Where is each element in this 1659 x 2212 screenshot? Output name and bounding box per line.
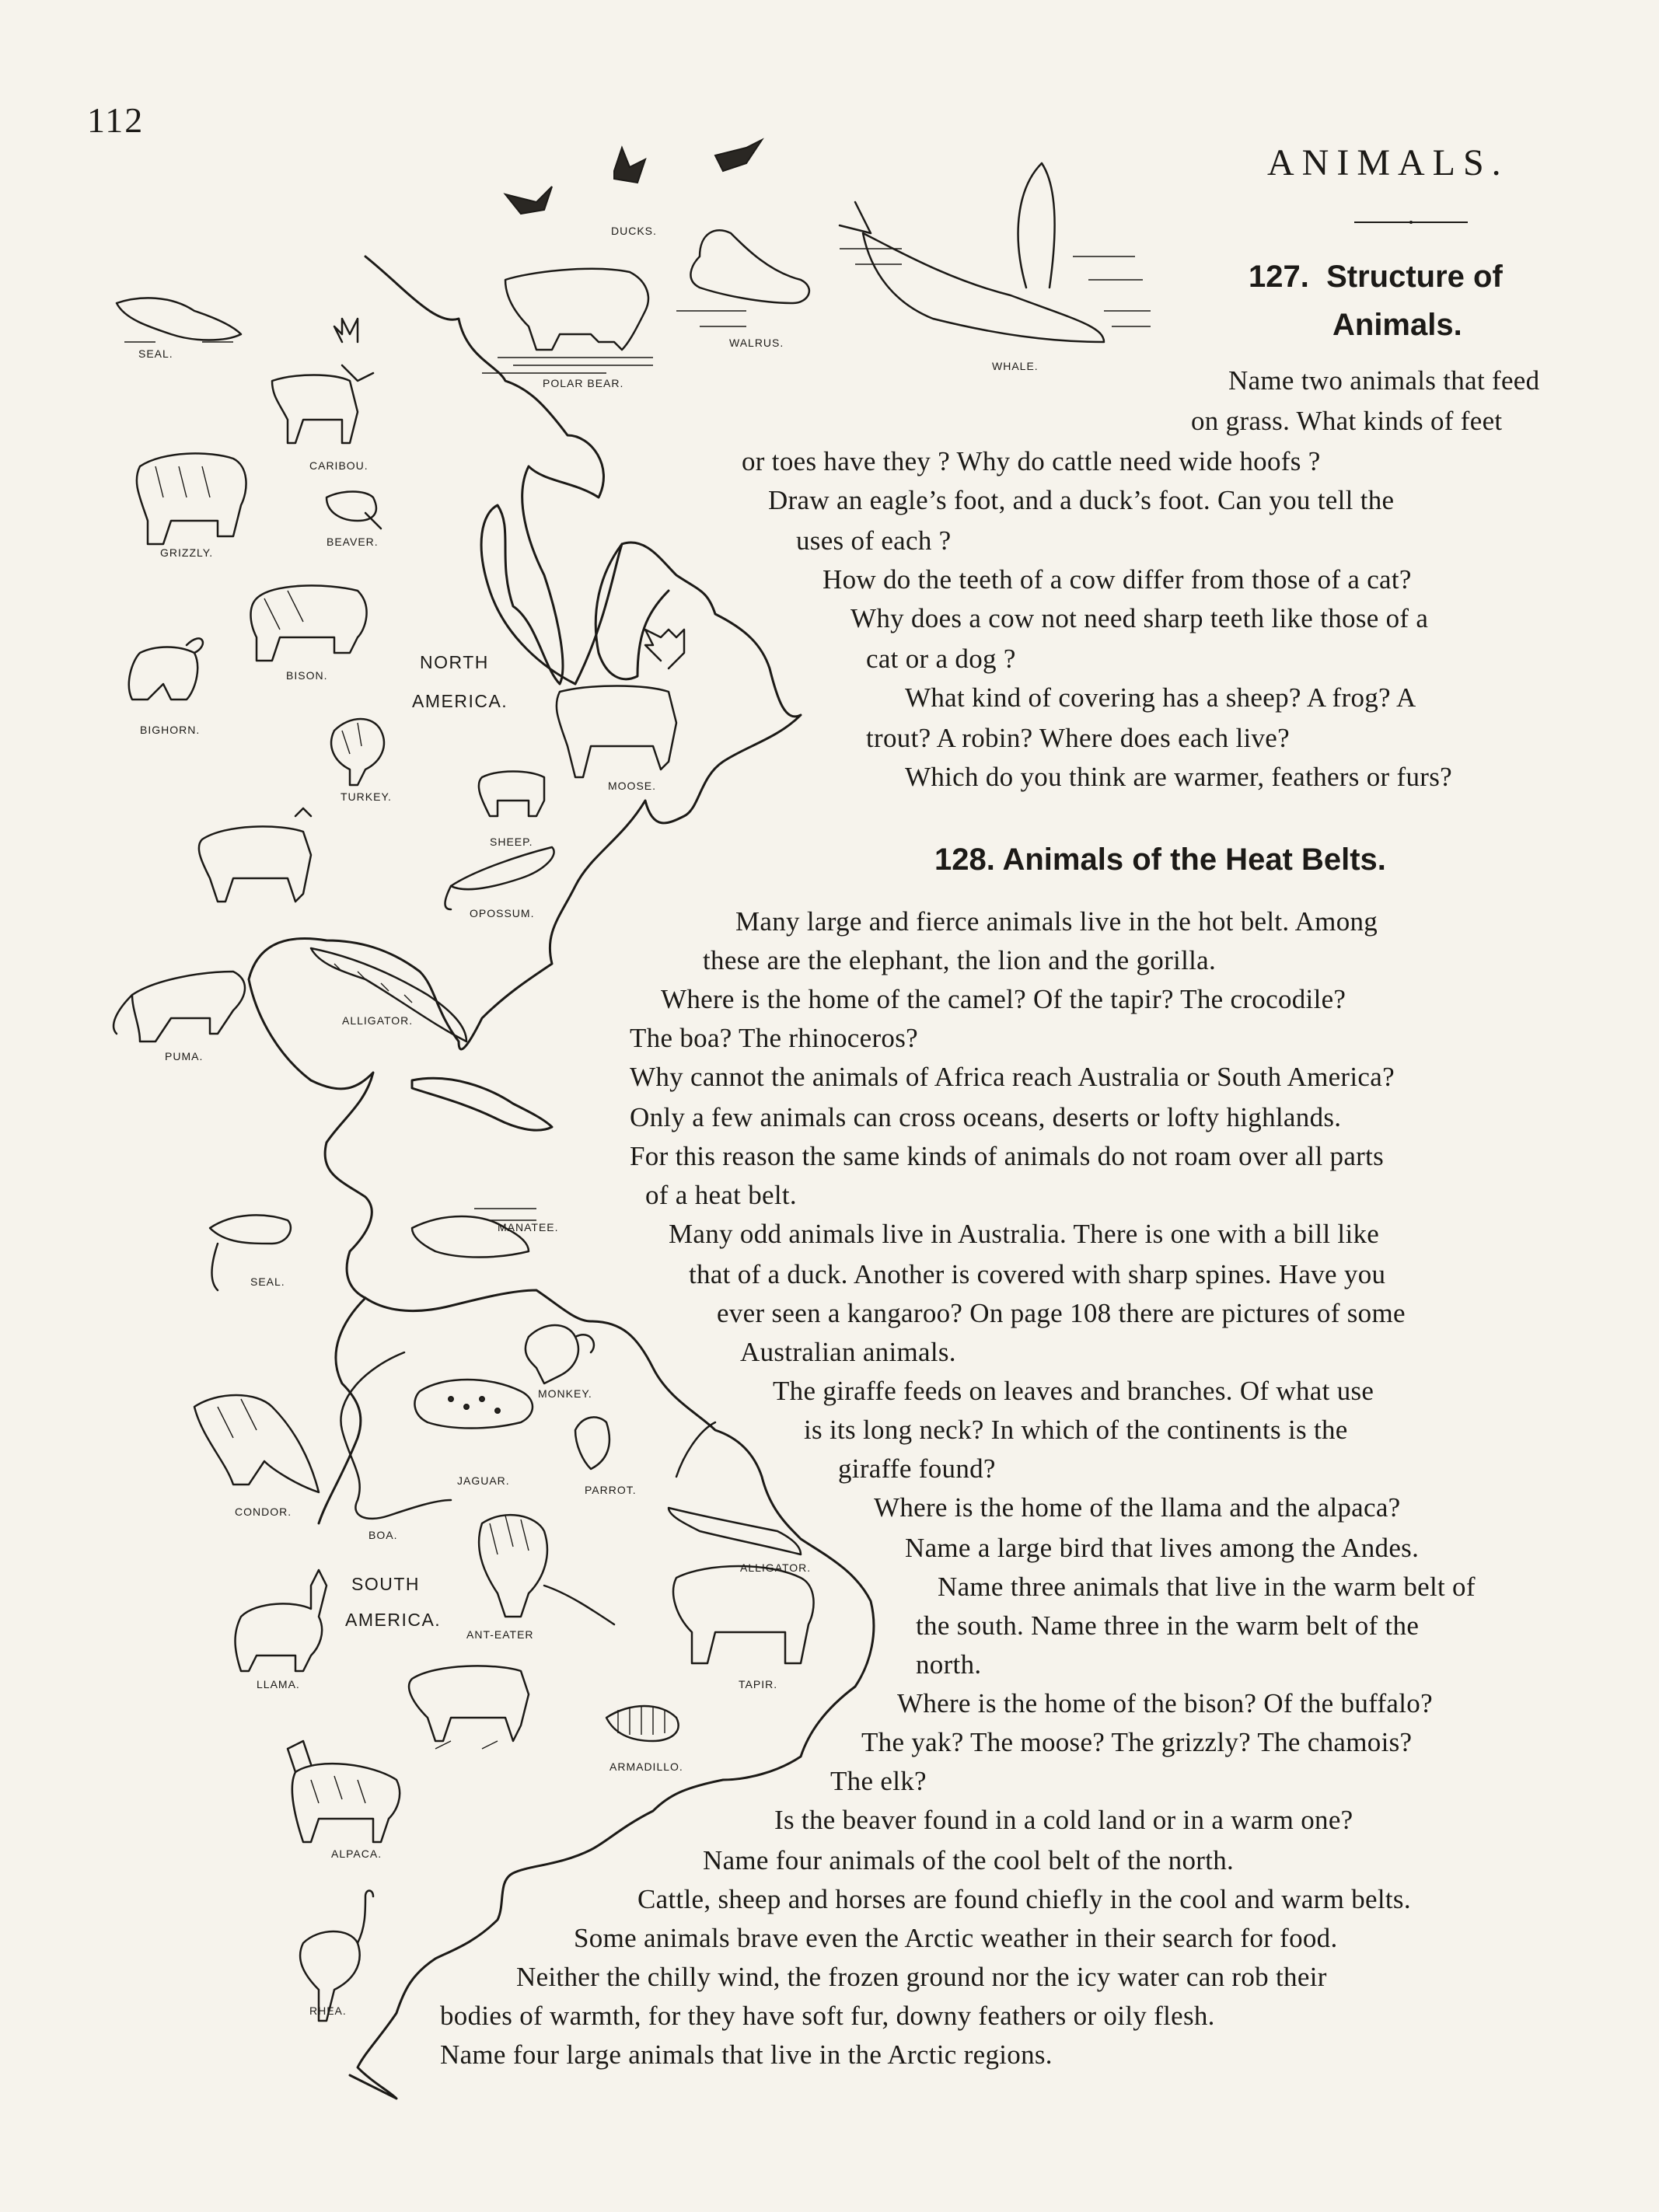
caribou-illustration bbox=[272, 319, 373, 472]
text-line: these are the elephant, the lion and the gorilla. bbox=[703, 945, 1217, 975]
label-llama: LLAMA. bbox=[257, 1678, 300, 1690]
text-line: Why does a cow not need sharp teeth like those of a bbox=[850, 603, 1429, 633]
ducks-illustration bbox=[505, 140, 762, 237]
label-bison: BISON. bbox=[286, 669, 328, 682]
label-america-south: AMERICA. bbox=[345, 1610, 442, 1630]
text-line: Some animals brave even the Arctic weather in their search for food. bbox=[574, 1923, 1338, 1953]
text-line: Name two animals that feed bbox=[1228, 365, 1540, 396]
label-north: NORTH bbox=[420, 652, 489, 672]
label-walrus: WALRUS. bbox=[729, 337, 784, 349]
text-line: Name a large bird that lives among the Andes. bbox=[905, 1533, 1420, 1563]
monkey-illustration bbox=[526, 1325, 594, 1400]
bighorn-illustration bbox=[129, 638, 203, 736]
alligator-south-illustration bbox=[669, 1422, 811, 1574]
label-sheep: SHEEP. bbox=[490, 836, 533, 848]
grizzly-illustration bbox=[137, 453, 246, 559]
walrus-illustration bbox=[676, 230, 809, 349]
manatee-illustration bbox=[412, 1209, 559, 1258]
text-line: Cattle, sheep and horses are found chiefly in the cool and warm belts. bbox=[637, 1884, 1411, 1914]
text-line: Which do you think are warmer, feathers or furs? bbox=[905, 762, 1452, 792]
text-line: Where is the home of the llama and the alpaca? bbox=[874, 1492, 1401, 1523]
alligator-north-illustration bbox=[311, 948, 466, 1041]
alpaca-illustration bbox=[288, 1741, 400, 1860]
label-seal-north: SEAL. bbox=[138, 347, 173, 360]
text-line: on grass. What kinds of feet bbox=[1191, 406, 1503, 436]
label-alligator-north: ALLIGATOR. bbox=[342, 1014, 414, 1027]
label-bighorn: BIGHORN. bbox=[140, 724, 201, 736]
boa-illustration bbox=[341, 1352, 451, 1541]
llama-illustration bbox=[236, 1570, 327, 1690]
seal-south-illustration bbox=[210, 1215, 291, 1290]
text-line: uses of each ? bbox=[796, 525, 952, 556]
text-line: Australian animals. bbox=[740, 1337, 956, 1367]
whale-illustration bbox=[840, 163, 1151, 372]
text-line: Many odd animals live in Australia. There is one with a bill like bbox=[669, 1219, 1380, 1249]
text-line: What kind of covering has a sheep? A frog? A bbox=[905, 682, 1416, 713]
text-line: The yak? The moose? The grizzly? The chamois? bbox=[861, 1727, 1413, 1757]
section-127-heading: 127. Structure of bbox=[1249, 260, 1503, 294]
section-128-heading: 128. Animals of the Heat Belts. bbox=[934, 843, 1386, 877]
label-ant-eater: ANT-EATER bbox=[466, 1628, 534, 1641]
label-rhea: RHEA. bbox=[309, 2004, 347, 2017]
rhea-illustration bbox=[300, 1891, 373, 2022]
text-line: For this reason the same kinds of animals do not roam over all parts bbox=[630, 1141, 1385, 1171]
text-line: Name four animals of the cool belt of the north. bbox=[703, 1845, 1235, 1875]
text-line: Is the beaver found in a cold land or in a warm one? bbox=[774, 1805, 1353, 1835]
turkey-illustration bbox=[331, 719, 392, 803]
text-line: Many large and fierce animals live in the hot belt. Among bbox=[735, 906, 1378, 937]
text-line: Neither the chilly wind, the frozen ground nor the icy water can rob their bbox=[516, 1962, 1327, 1992]
label-jaguar: JAGUAR. bbox=[457, 1474, 510, 1487]
south-america-coastline bbox=[350, 1290, 874, 2099]
text-line: giraffe found? bbox=[838, 1453, 996, 1484]
label-caribou: CARIBOU. bbox=[309, 459, 368, 472]
text-line: How do the teeth of a cow differ from those of a cat? bbox=[823, 564, 1412, 595]
label-manatee: MANATEE. bbox=[498, 1221, 559, 1233]
armadillo-illustration bbox=[606, 1705, 683, 1773]
text-line: or toes have they ? Why do cattle need wide hoofs ? bbox=[742, 446, 1321, 476]
text-line: Name four large animals that live in the Arctic regions. bbox=[440, 2039, 1053, 2070]
section-127-heading-line2: Animals. bbox=[1332, 308, 1462, 342]
label-opossum: OPOSSUM. bbox=[470, 907, 535, 919]
text-line: the south. Name three in the warm belt of the bbox=[916, 1610, 1420, 1641]
label-armadillo: ARMADILLO. bbox=[609, 1760, 683, 1773]
text-line: of a heat belt. bbox=[645, 1180, 797, 1210]
text-line: Name three animals that live in the warm belt of bbox=[938, 1572, 1476, 1602]
label-south: SOUTH bbox=[351, 1574, 420, 1594]
label-america-north: AMERICA. bbox=[412, 691, 508, 711]
label-grizzly: GRIZZLY. bbox=[160, 546, 214, 559]
text-line: north. bbox=[916, 1649, 982, 1680]
north-america-coastline bbox=[249, 256, 801, 1298]
label-tapir: TAPIR. bbox=[739, 1678, 778, 1690]
cow-illustration bbox=[199, 808, 311, 902]
page-number: 112 bbox=[87, 100, 145, 140]
text-line: is its long neck? In which of the continents is the bbox=[804, 1415, 1348, 1445]
text-line: bodies of warmth, for they have soft fur, downy feathers or oily flesh. bbox=[440, 2001, 1215, 2031]
label-moose: MOOSE. bbox=[608, 780, 657, 792]
label-alligator-south: ALLIGATOR. bbox=[740, 1561, 812, 1574]
caribbean-island bbox=[412, 1078, 552, 1130]
sheep-illustration bbox=[479, 772, 544, 849]
label-polar-bear: POLAR BEAR. bbox=[543, 377, 624, 389]
label-puma: PUMA. bbox=[165, 1050, 204, 1062]
text-line: Where is the home of the bison? Of the buffalo? bbox=[897, 1688, 1433, 1718]
label-parrot: PARROT. bbox=[585, 1484, 637, 1496]
polar-bear-illustration bbox=[482, 269, 653, 389]
label-ducks: DUCKS. bbox=[611, 225, 657, 237]
bison-illustration bbox=[251, 585, 367, 682]
label-beaver: BEAVER. bbox=[327, 536, 379, 548]
opossum-illustration bbox=[445, 847, 554, 919]
seal-north-illustration bbox=[117, 298, 241, 360]
text-line: Draw an eagle’s foot, and a duck’s foot. Can you tell the bbox=[768, 485, 1395, 515]
label-seal-south: SEAL. bbox=[250, 1275, 285, 1288]
label-whale: WHALE. bbox=[992, 360, 1039, 372]
text-line: Only a few animals can cross oceans, deserts or lofty highlands. bbox=[630, 1102, 1342, 1132]
tapir-illustration bbox=[673, 1566, 813, 1690]
moose-illustration bbox=[557, 630, 684, 792]
label-monkey: MONKEY. bbox=[538, 1387, 592, 1400]
text-line: Where is the home of the camel? Of the tapir? The crocodile? bbox=[661, 984, 1346, 1014]
jaguar-illustration bbox=[414, 1380, 533, 1487]
label-condor: CONDOR. bbox=[235, 1505, 292, 1518]
beaver-illustration bbox=[327, 492, 381, 549]
text-line: The boa? The rhinoceros? bbox=[630, 1023, 918, 1053]
text-line: The elk? bbox=[830, 1766, 927, 1796]
text-line: Why cannot the animals of Africa reach Australia or South America? bbox=[630, 1062, 1395, 1092]
label-boa: BOA. bbox=[368, 1529, 398, 1541]
ant-eater-illustration bbox=[466, 1515, 614, 1641]
label-alpaca: ALPACA. bbox=[331, 1847, 382, 1860]
text-line: that of a duck. Another is covered with sharp spines. Have you bbox=[689, 1259, 1386, 1289]
text-line: The giraffe feeds on leaves and branches. Of what use bbox=[773, 1376, 1374, 1406]
text-line: ever seen a kangaroo? On page 108 there are pictures of some bbox=[717, 1298, 1406, 1328]
text-line: trout? A robin? Where does each live? bbox=[866, 723, 1290, 753]
running-head: ANIMALS. bbox=[1267, 142, 1509, 183]
parrot-illustration bbox=[575, 1417, 637, 1496]
text-line: cat or a dog ? bbox=[866, 644, 1016, 674]
puma-illustration bbox=[114, 972, 245, 1062]
condor-illustration bbox=[194, 1395, 319, 1518]
label-turkey: TURKEY. bbox=[341, 790, 392, 803]
cattle-south-illustration bbox=[409, 1666, 529, 1749]
